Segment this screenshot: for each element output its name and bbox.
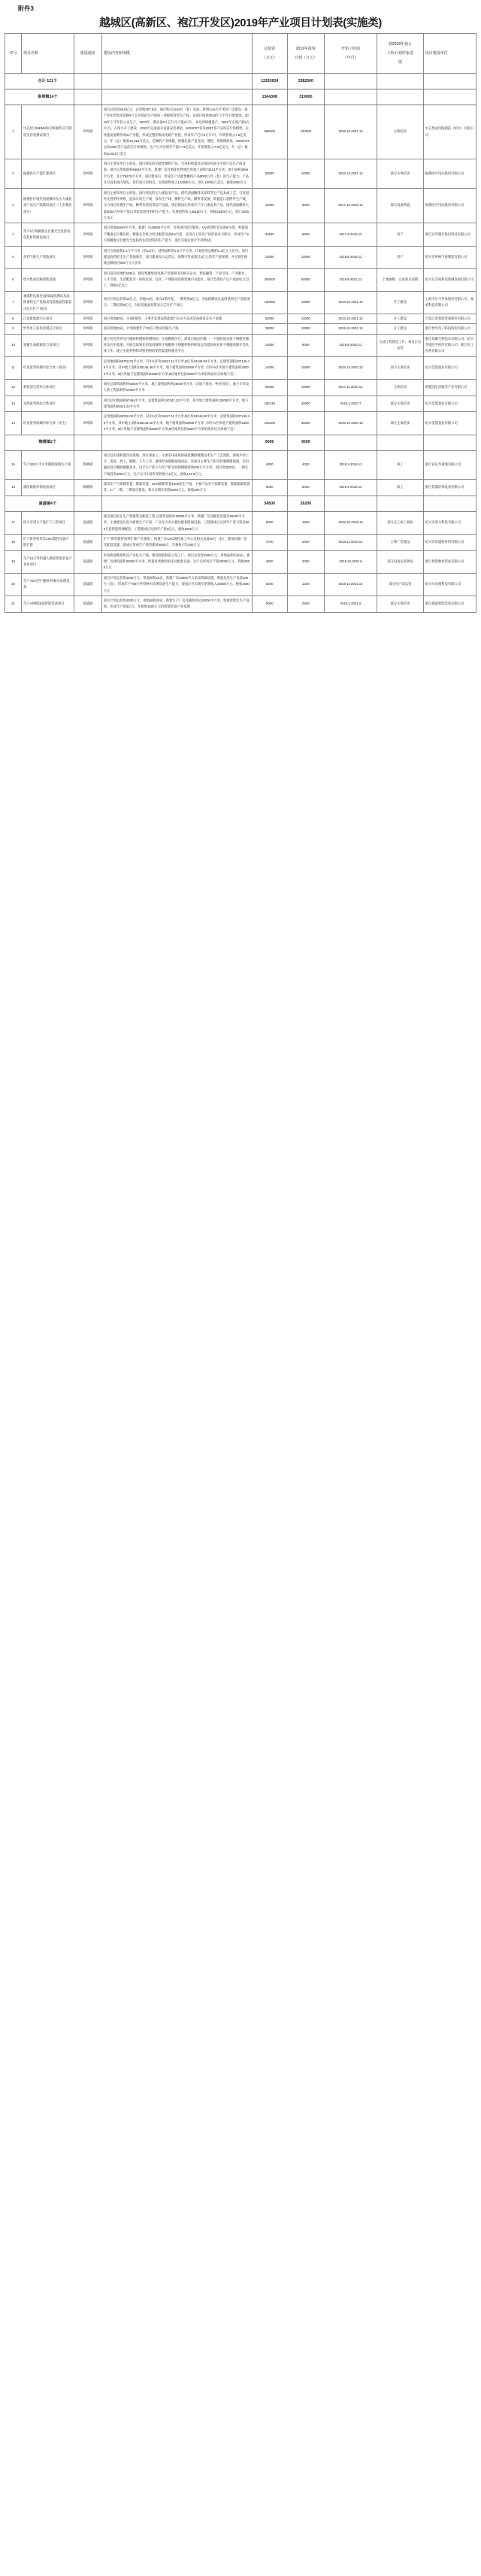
cell-address: 皋埠镇 <box>74 223 102 246</box>
cell-no: 5 <box>5 246 22 268</box>
cell-total-investment: 4000 <box>252 450 287 480</box>
cell-project-name: 建改煤耗环保设备项目 <box>21 480 74 496</box>
cell-project-name: 绍兴集成电路创新基地 <box>21 268 74 291</box>
section-desc-cell <box>101 496 252 511</box>
col-header-plan-2019 <box>287 34 324 74</box>
section-plan-2019: 26200 <box>287 496 324 511</box>
cell-total-investment: 160748 <box>252 395 287 412</box>
cell-start-time: 2018.12-2020.12 <box>324 356 377 379</box>
cell-plan-2019: 35000 <box>287 412 324 435</box>
cell-build-unit: 振德医疗用品股份有限公司 <box>423 159 476 189</box>
section-total-investment: 12263634 <box>252 74 287 89</box>
cell-address: 皋埠镇 <box>74 105 102 159</box>
cell-no: 10 <box>5 334 22 356</box>
cell-total-investment: 588000 <box>252 105 287 159</box>
cell-start-time: 2018.12-2020.12 <box>324 412 377 435</box>
col-header-desc: 建设内容和规模 <box>101 34 252 74</box>
cell-plan-2019: 40000 <box>287 395 324 412</box>
cell-progress: 部分主体结顶 <box>377 412 424 435</box>
cell-address: 皋埠镇 <box>74 246 102 268</box>
cell-project-name: 豪威科技项目(豪威晶圆测试及晶圆重构生产基地及硅基液晶投影显示芯片扩产项目) <box>21 291 74 314</box>
cell-no: 15 <box>5 450 22 480</box>
cell-description: 项目以实现购置浮法玻璃，进行深加工。主要采用成熟的磁控溅射镀膜技术生产工艺流程，玻璃片经上片、清洗、烘干、镀膜、下片工序，最终形成镀膜玻璃成品。该项目主要生产阳光控制镀膜玻璃，采用磁控真空溅射镀膜技术，设计生产能力为年产阳光控制镀膜玻璃200万平方米。项目用地20亩，一期生产线投资4000万元，达产后可实现年销售收入1亿元，税收172.5万元。 <box>101 450 252 480</box>
section-summary-row <box>5 435 476 450</box>
cell-project-name: 绍兴市诺力产能扩产工程项目 <box>21 511 74 534</box>
table-row <box>5 159 476 189</box>
cell-description: 项目总用地面积67464平方米，总建筑面积197341.22平方米，其中地上建筑面积132000平方米，地下建筑面积65341.22平方米 <box>101 395 252 412</box>
table-row <box>5 511 476 534</box>
section-desc-cell <box>101 74 252 89</box>
section-total-investment: 54500 <box>252 496 287 511</box>
cell-plan-2019: 2500 <box>287 596 324 612</box>
cell-total-investment: 50000 <box>252 159 287 189</box>
col-header-name: 项目名称 <box>21 34 74 74</box>
cell-progress: 部分主体结顶 <box>377 596 424 612</box>
cell-total-investment: 5000 <box>252 511 287 534</box>
section-total-investment: 9000 <box>252 435 287 450</box>
cell-build-unit: 绍兴昊凯置业有限公司 <box>423 356 476 379</box>
cell-project-name: 红星爱琴海城市综合体（住宅） <box>21 412 74 435</box>
table-row <box>5 223 476 246</box>
cell-no: 6 <box>5 268 22 291</box>
cell-total-investment: 10000 <box>252 334 287 356</box>
cell-start-time: 2019.1-2019.12 <box>324 450 377 480</box>
col-header-total-investment <box>252 34 287 74</box>
cell-address: 皋埠镇 <box>74 159 102 189</box>
cell-description: 总用地面积68782.03平方米，其中A区块31817.11平方米,B区块34246.92平方米，总建筑面积207145.46平方米，其中地上面积125145.46平方米，地下建筑面积82000平方米（其中A区块地下建筑面积30000平方米，B区块地下室建筑面积52000平方米,B区地块包括5000平方米的商业综合体地下室） <box>101 356 252 379</box>
cell-total-investment: 5000 <box>252 596 287 612</box>
cell-start-time: 2019.1-2021.6 <box>324 596 377 612</box>
col-header-total-line2: （万元） <box>262 56 277 60</box>
cell-progress: 主体厂房建设 <box>377 534 424 550</box>
cell-progress: 主体结顶 <box>377 105 424 159</box>
cell-build-unit: 绍兴市诺力科技有限公司 <box>423 511 476 534</box>
cell-progress: 竣工 <box>377 450 424 480</box>
cell-plan-2019: 8000 <box>287 334 324 356</box>
section-progress-cell <box>377 89 424 105</box>
cell-description: 项目计划总投资4000万元，用地面积30亩，新建生产厂房及辅助用房20000平方米，购置智能化生产设备，形成年产值3亿元，年税收1500万元的智能装备产业基地 <box>101 596 252 612</box>
table-row <box>5 395 476 412</box>
cell-build-unit: 绍兴市岭峰气枪制造有限公司 <box>423 246 476 268</box>
cell-build-unit: 浙江领蓄生物技术有限公司、绍兴齐康医学检所有限公司、浙江医工医药有限公司 <box>423 334 476 356</box>
cell-start-time: 2019.4-2019.12 <box>324 480 377 496</box>
cell-build-unit: 绍兴昊凯置业有限公司 <box>423 412 476 435</box>
cell-project-name: 年产200万平方米镀膜玻璃生产线 <box>21 450 74 480</box>
table-row <box>5 573 476 596</box>
table-row <box>5 268 476 291</box>
section-time-cell <box>324 496 377 511</box>
cell-address: 富盛镇 <box>74 534 102 550</box>
cell-description: 扩产”新型建材材料扩建产业基地”，购置工业CNC数控加工中心及相关设备20台（套），建设标准厂房及配套设施，建成后形成年产新型建材4500万，年税收可达300万元 <box>101 534 252 550</box>
cell-plan-2019: 2000 <box>287 550 324 573</box>
page-title: 越城区(高新区、袍江开发区)2019年产业项目计划表(实施类) <box>99 17 382 29</box>
cell-address: 富盛镇 <box>74 573 102 596</box>
cell-description: 意向用地23亩，计划新建年产20亿只集成电路生产线 <box>101 324 252 334</box>
cell-no: 18 <box>5 534 22 550</box>
cell-total-investment: 60000 <box>252 314 287 323</box>
cell-start-time: 2018.11-2019.12 <box>324 534 377 550</box>
cell-progress: 竣工 <box>377 480 424 496</box>
cell-progress: 部分投产试运营 <box>377 573 424 596</box>
cell-build-unit: 上海韦尔半导体股份有限公司、豪威科技有限公司 <box>423 291 476 314</box>
cell-progress: 土地摘牌，完成项目前期 <box>377 268 424 291</box>
cell-build-unit: 浙江富乐华玻璃有限公司 <box>423 450 476 480</box>
cell-project-name: 年产700万件“越州”特种水处理设备 <box>21 573 74 596</box>
cell-total-investment: 4800 <box>252 550 287 573</box>
cell-start-time: 2019.10-2021.12 <box>324 324 377 334</box>
cell-progress: 完成工程建设工作，项目正式运营 <box>377 334 424 356</box>
cell-address: 皋埠镇 <box>74 324 102 334</box>
cell-total-investment: 20000 <box>252 379 287 395</box>
cell-description: 项目总投资58.8亿元，总用地207.6亩，通过购买1244台（套）设备、新增14.6万平米的厂房建设一条产业化的集成电路8寸芯片制造生产线和一条模组封装生产线。该项目规划2018年下半年开始建设，2019年下半年投入试生产，2020年一期具备8寸芯片月产能3万片，并达到规模量产，2021年实现产能5万片/月。在绍兴开工建设，2020年完成部分设备安装调试，MOSFET以及IGBT等产品的芯片和模组。在快速发展期形成IC产业链，形成完整的集成电路产业链，形成年产芯片6万片/月，年销售收入7.6亿美元，年（总）税收10,015万美元。亿颗的产业规模，规模化量产麦克风、惯性、射频微机电、MOSFET以及IGBT等产品的芯片和模组，达产后可实现年产值7.74亿美元，年销售收入7.6亿美元，年（总）税收10,015万美元 <box>101 105 252 159</box>
section-total-investment: 1564308 <box>252 89 287 105</box>
col-header-plan-line2: 计划（万元） <box>294 56 317 60</box>
cell-start-time: 2019.10-2021.12 <box>324 314 377 323</box>
col-header-no: 序号 <box>5 34 22 74</box>
cell-start-time: 2019.6-2021.12 <box>324 268 377 291</box>
section-summary-row <box>5 74 476 89</box>
col-header-time-line1: 开始工时间 <box>340 47 360 51</box>
cell-plan-2019: 1500 <box>287 511 324 534</box>
cell-project-name: 怡华电子家电控制芯片项目 <box>21 324 74 334</box>
cell-plan-2019: 5000 <box>287 480 324 496</box>
cell-progress: 部分主体结顶 <box>377 395 424 412</box>
cell-no: 12 <box>5 379 22 395</box>
cell-plan-2019: 4000 <box>287 450 324 480</box>
cell-project-name: 红星爱琴海城市综合体（商业） <box>21 356 74 379</box>
cell-no: 7 <box>5 291 22 314</box>
col-header-address: 建设地址 <box>74 34 102 74</box>
section-time-cell <box>324 435 377 450</box>
cell-address: 皋埠镇 <box>74 379 102 395</box>
table-row <box>5 246 476 268</box>
table-row <box>5 188 476 223</box>
cell-progress: 部分设备购置 <box>377 188 424 223</box>
cell-build-unit: 绍兴昊凯置业有限公司 <box>423 395 476 412</box>
section-address-cell <box>74 496 102 511</box>
cell-progress: 部分完工竣工验收 <box>377 511 424 534</box>
cell-address: 皋埠镇 <box>74 188 102 223</box>
cell-description: 商业总建筑面积约50000平方米，地上建筑面积约36000平方米（含地下商业、物业用房），地下车库及人防工程面积约14000平方米 <box>101 379 252 395</box>
cell-address: 陶堰镇 <box>74 480 102 496</box>
table-row <box>5 291 476 314</box>
cell-no: 20 <box>5 573 22 596</box>
cell-start-time: 2018.1-2020.7 <box>324 395 377 412</box>
section-label: 富盛镇4个 <box>21 496 74 511</box>
cell-address: 富盛镇 <box>74 511 102 534</box>
cell-plan-2019: 10000 <box>287 291 324 314</box>
cell-plan-2019: 5000 <box>287 188 324 223</box>
cell-build-unit: 浙江越盛智能装备有限公司 <box>423 596 476 612</box>
cell-progress: 部分主体结顶 <box>377 356 424 379</box>
cell-total-investment: 13000 <box>252 246 287 268</box>
col-header-time-line2: （年月） <box>343 56 358 60</box>
table-row <box>5 105 476 159</box>
cell-no: 4 <box>5 223 22 246</box>
cell-address: 富盛镇 <box>74 550 102 573</box>
cell-project-name: 年产15万件机器人数控智能装备产业化项目 <box>21 550 74 573</box>
cell-plan-2019: 15000 <box>287 356 324 379</box>
cell-start-time: 2018.6-2019.12 <box>324 246 377 268</box>
section-no-cell <box>5 89 22 105</box>
cell-plan-2019: 10000 <box>287 159 324 189</box>
table-head <box>5 34 476 74</box>
cell-total-investment: 42000 <box>252 188 287 223</box>
cell-description: 建设年产气体膜装置、脱硫装置、SCR脱硝装置1200套生产线，主要产品为气体膜装置、脱硫脱硝装置等。2.厂一期、二期项目建设，预计实现年销售5000万元，税收250万元 <box>101 480 252 496</box>
cell-project-name: 碧桂园生活综合体项目 <box>21 379 74 395</box>
cell-description: 建立居民营养及代谢病和慢病检测机构，实现精准医疗；建设目前国内唯一一个脂肪间充质干细胞存储库及应用基地，开展全球领先的基因修饰干细胞和干细胞药物的研发以及脂肪间充质干细胞的储存等具体工作；建立实验药物和对照药物的销售渠道和服务平台 <box>101 334 252 356</box>
section-desc-cell <box>101 89 252 105</box>
table-row <box>5 356 476 379</box>
cell-project-name: 振德医疗现代创面敷料及压力康复类产品生产线建设项目（上市募投项目） <box>21 188 74 223</box>
table-row <box>5 550 476 573</box>
cell-project-name: 振德医疗产能扩建项目 <box>21 159 74 189</box>
cell-build-unit: 宁波江宸智能装备股份有限公司 <box>423 314 476 323</box>
cell-total-investment: 250000 <box>252 268 287 291</box>
table-row <box>5 412 476 435</box>
cell-build-unit: 中芯集成电路制造（绍兴）有限公司 <box>423 105 476 159</box>
table-row <box>5 596 476 612</box>
section-unit-cell <box>423 89 476 105</box>
cell-no: 19 <box>5 550 22 573</box>
cell-project-name: 领蓄生命健康综合体项目 <box>21 334 74 356</box>
cell-build-unit: 绍兴芯空间科技新城发展有限公司 <box>423 268 476 291</box>
cell-build-unit: 绍兴水处理科技有限公司 <box>423 573 476 596</box>
section-summary-row <box>5 89 476 105</box>
attachment-label: 附件3 <box>18 5 35 12</box>
cell-start-time: 2018.12-2021.12 <box>324 159 377 189</box>
cell-description: 项目计划总投资16亿元，用地73亩，拟分2期开发，一期投资8亿元，为晶圆测试及晶圆重构生产基地项目；二期投资8亿元，为硅基液晶投影显示芯片扩产项目 <box>101 291 252 314</box>
section-address-cell <box>74 74 102 89</box>
section-label: 陶堰镇2个 <box>21 435 74 450</box>
cell-total-investment: 4700 <box>252 534 287 550</box>
project-plan-table <box>5 33 476 613</box>
cell-build-unit: 浙江怡华电子科技股份有限公司 <box>423 324 476 334</box>
table-row <box>5 450 476 480</box>
cell-address: 皋埠镇 <box>74 356 102 379</box>
cell-start-time: 2018.10-2021.12 <box>324 105 377 159</box>
cell-build-unit: 碧桂园生活服务产业有限公司 <box>423 379 476 395</box>
section-unit-cell <box>423 74 476 89</box>
section-plan-2019: 2582500 <box>287 74 324 89</box>
cell-no: 2 <box>5 159 22 189</box>
cell-progress: 部分设备安装调试 <box>377 550 424 573</box>
section-unit-cell <box>423 496 476 511</box>
col-header-progress-line1: 到2018年使止 <box>388 42 412 47</box>
cell-start-time: 2017.2-2019.12 <box>324 223 377 246</box>
cell-project-name: 年产5万吨精准定位激光全息防伪包装材料建设项目 <box>21 223 74 246</box>
table-row <box>5 334 476 356</box>
cell-description: 项目意向用地约188亩，建设集聚集成电路产业链相关的相关企业，集投融资、产业引进、产业服务、人才引进、生活配套等一体的宜居、宜业、产城联动的新型城市功能区。预计全部投产后产值20亿元以上，利税1亿以上 <box>101 268 252 291</box>
cell-address: 皋埠镇 <box>74 412 102 435</box>
cell-project-name: 昊凯爱琴海综合体项目 <box>21 395 74 412</box>
cell-total-investment: 14000 <box>252 356 287 379</box>
cell-no: 1 <box>5 105 22 159</box>
cell-description: 项目用地80亩，分2期推进，主要开发建设新能源汽车动力总成装备研发及生产基地 <box>101 314 252 323</box>
section-address-cell <box>74 435 102 450</box>
cell-address: 皋埠镇 <box>74 334 102 356</box>
cell-no: 16 <box>5 480 22 496</box>
cell-total-investment: 5000 <box>252 480 287 496</box>
section-label: 皋埠镇14个 <box>21 89 74 105</box>
cell-project-name: 中芯绍兴MEMS和功率器件芯片制造及封装测试项目 <box>21 105 74 159</box>
cell-description: 形成智能数控机床产业化生产线，建设智能制造示范工厂，项目总投资4000万元，用地面积约40亩，新增厂房建筑面积20000平方米，购置各类数控机床及配套设备，达产后形成年产值20000万元，利税2000万元 <box>101 550 252 573</box>
cell-no: 9 <box>5 324 22 334</box>
cell-project-name: 江宸新能源汽车项目 <box>21 314 74 323</box>
cell-total-investment: 30000 <box>252 324 287 334</box>
cell-progress: 投产 <box>377 246 424 268</box>
cell-total-investment: 5000 <box>252 573 287 596</box>
cell-build-unit: 绍兴市富盛新材料有限公司 <box>423 534 476 550</box>
section-desc-cell <box>101 435 252 450</box>
cell-start-time: 2017.11-2020.12 <box>324 379 377 395</box>
cell-total-investment: 33160 <box>252 223 287 246</box>
col-header-plan-line1: 2019年投资 <box>295 47 316 51</box>
section-no-cell <box>5 74 22 89</box>
cell-start-time: 2018.10-2020.6 <box>324 550 377 573</box>
cell-start-time: 2019.10-2021.12 <box>324 291 377 314</box>
cell-plan-2019: 10000 <box>287 379 324 395</box>
cell-no: 11 <box>5 356 22 379</box>
cell-no: 14 <box>5 412 22 435</box>
cell-start-time: 2017.12-2019.12 <box>324 188 377 223</box>
section-progress-cell <box>377 496 424 511</box>
section-time-cell <box>324 74 377 89</box>
cell-description: 项目计划总投资4000万元，用地面积25亩，新建厂房10000平方米及附属设施，购置先进生产设备100台（套），形成年产700万件特种水处理设备生产能力，建成后可实现年销售收入15000万元，税收1500万元 <box>101 573 252 596</box>
cell-project-name: 高档气枪生产基地项目 <box>21 246 74 268</box>
cell-plan-2019: 1200 <box>287 573 324 596</box>
cell-build-unit: 浙江钱润环保设备有限公司 <box>423 480 476 496</box>
cell-plan-2019: 50000 <box>287 268 324 291</box>
cell-description: 总用地面积68782.03平方米，其中A区块31817.11平方米,B区块34246.92平方米，总建筑面积207145.46平方米，其中地上面积125145.46平方米，地下建筑面积82000平方米（其中A区块地下建筑面积30000平方米，B区块地下室建筑面积52000平方米,B区地块包括5000平方米的商业综合体地下室） <box>101 412 252 435</box>
col-header-progress-line2: 工程计划形象进 <box>386 51 413 56</box>
cell-plan-2019: 10000 <box>287 246 324 268</box>
table-body <box>5 74 476 613</box>
cell-project-name: 扩产新型材料及CNC数控设备产能扩建 <box>21 534 74 550</box>
section-progress-cell <box>377 74 424 89</box>
cell-start-time: 2019.8-2020.12 <box>324 334 377 356</box>
cell-progress: 部分主体结顶 <box>377 159 424 189</box>
cell-address: 陶堰镇 <box>74 450 102 480</box>
cell-start-time: 2018.10-2019.10 <box>324 511 377 534</box>
section-plan-2019: 9000 <box>287 435 324 450</box>
section-time-cell <box>324 89 377 105</box>
cell-no: 21 <box>5 596 22 612</box>
section-plan-2019: 319000 <box>287 89 324 105</box>
cell-address: 富盛镇 <box>74 596 102 612</box>
cell-progress: 开工建设 <box>377 291 424 314</box>
cell-progress: 主体结顶 <box>377 379 424 395</box>
cell-no: 3 <box>5 188 22 223</box>
cell-description: 项目主要采用自主研发、国内领先的压力康复类产品、现代创面敷料及原料等生产技术或工艺，引进国外先进的针织机、泡沫片切生产线、涂布生产线、敷料生产线、横机等设备，购置造口袋附件生产线、压力袜后处理生产线、敷料包装机等国产设备。项目建成后形成年产压力康复类产品、现代创面敷料大量3000万件的产能以及配套原材料的生产能力，实现销售收入65180万元，利税19300万元，创汇3000万美元 <box>101 188 252 223</box>
cell-build-unit: 振德医疗用品股份有限公司 <box>423 188 476 223</box>
cell-no: 13 <box>5 395 22 412</box>
cell-progress: 开工建设 <box>377 314 424 323</box>
cell-build-unit: 浙江智能数控装备有限公司 <box>423 550 476 573</box>
cell-address: 皋埠镇 <box>74 268 102 291</box>
table-header-row <box>5 34 476 74</box>
section-address-cell <box>74 89 102 105</box>
table-row <box>5 324 476 334</box>
section-label: 合计 121个 <box>21 74 74 89</box>
table-row <box>5 314 476 323</box>
cell-progress: 开工建设 <box>377 324 424 334</box>
section-no-cell <box>5 496 22 511</box>
cell-build-unit: 浙江京华激光股份科技有限公司 <box>423 223 476 246</box>
cell-description: 项目占地面积1.5万平方米（约23亩），建筑面积约2.5万平方米，计划投资总额约1.4亿元人民币。项目建设高档枪支生产基地项目，项目建成投入运营后，预期可形成超过1亿元的年产值规模，并实现年税收总额超过500万元人民币 <box>101 246 252 268</box>
cell-total-investment: 123400 <box>252 412 287 435</box>
col-header-progress <box>377 34 424 74</box>
cell-no: 8 <box>5 314 22 323</box>
cell-total-investment: 160000 <box>252 291 287 314</box>
table-row <box>5 480 476 496</box>
cell-plan-2019: 100000 <box>287 105 324 159</box>
cell-plan-2019: 2000 <box>287 534 324 550</box>
cell-start-time: 2018.11-2021.10 <box>324 573 377 596</box>
col-header-progress-line3: 度 <box>398 60 402 65</box>
cell-address: 皋埠镇 <box>74 314 102 323</box>
cell-address: 皋埠镇 <box>74 291 102 314</box>
cell-plan-2019: 10000 <box>287 314 324 323</box>
col-header-unit: 项目建设单位 <box>423 34 476 74</box>
table-row <box>5 534 476 550</box>
cell-plan-2019: 10000 <box>287 324 324 334</box>
cell-address: 皋埠镇 <box>74 395 102 412</box>
cell-description: 建设项目拟在生产性建筑及配套工程,总建筑面积约30000平方米，新建厂房及配套设施共30000平方米，主要建设内容为新建生产车间、厂区综合办公楼及配套附属设施，工程建成后达到年产诺力科技300万套智能终端配套，工程建成后达到年产值3亿元，税收1500万元 <box>101 511 252 534</box>
col-header-total-line1: 总投资 <box>264 47 276 51</box>
cell-no: 17 <box>5 511 22 534</box>
section-no-cell <box>5 435 22 450</box>
section-unit-cell <box>423 435 476 450</box>
document-page <box>0 5 481 619</box>
col-header-start-time <box>324 34 377 74</box>
table-row <box>5 379 476 395</box>
section-summary-row <box>5 496 476 511</box>
section-progress-cell <box>377 435 424 450</box>
cell-description: 项目用地40049平方米，新建厂房48000平方米，引进国外真空镀铝、UV成型机等设备6台/套，购置国产精准定位模压机、精准定位复合机及配套设备63台/套，采用自主知识产权的技术与配方，形成年产5万吨精准定位激光全息防伪包装材料的生产能力，项目实施后预计年销售6亿 <box>101 223 252 246</box>
cell-progress: 投产 <box>377 223 424 246</box>
cell-project-name: 年产A规模国家智能装备项目 <box>21 596 74 612</box>
cell-description: 项目主要采用自主研发、国内领先的功能性敷料产品，引进和购置具有国际先进水平的产品生产线设备。项目总用地面积66610平方米，新建厂房及智能化物流仓库地上面积74513平方米，地下面积3966平方米，其计78479平方米。项目建成后，形成年产功能性敷料产品8000万件（套）的生产能力。产品具有技术国内领先，替代进口的特点。实现销售收入120000万元，创汇10000万美元，税收4000万元 <box>101 159 252 189</box>
cell-plan-2019: 6000 <box>287 223 324 246</box>
